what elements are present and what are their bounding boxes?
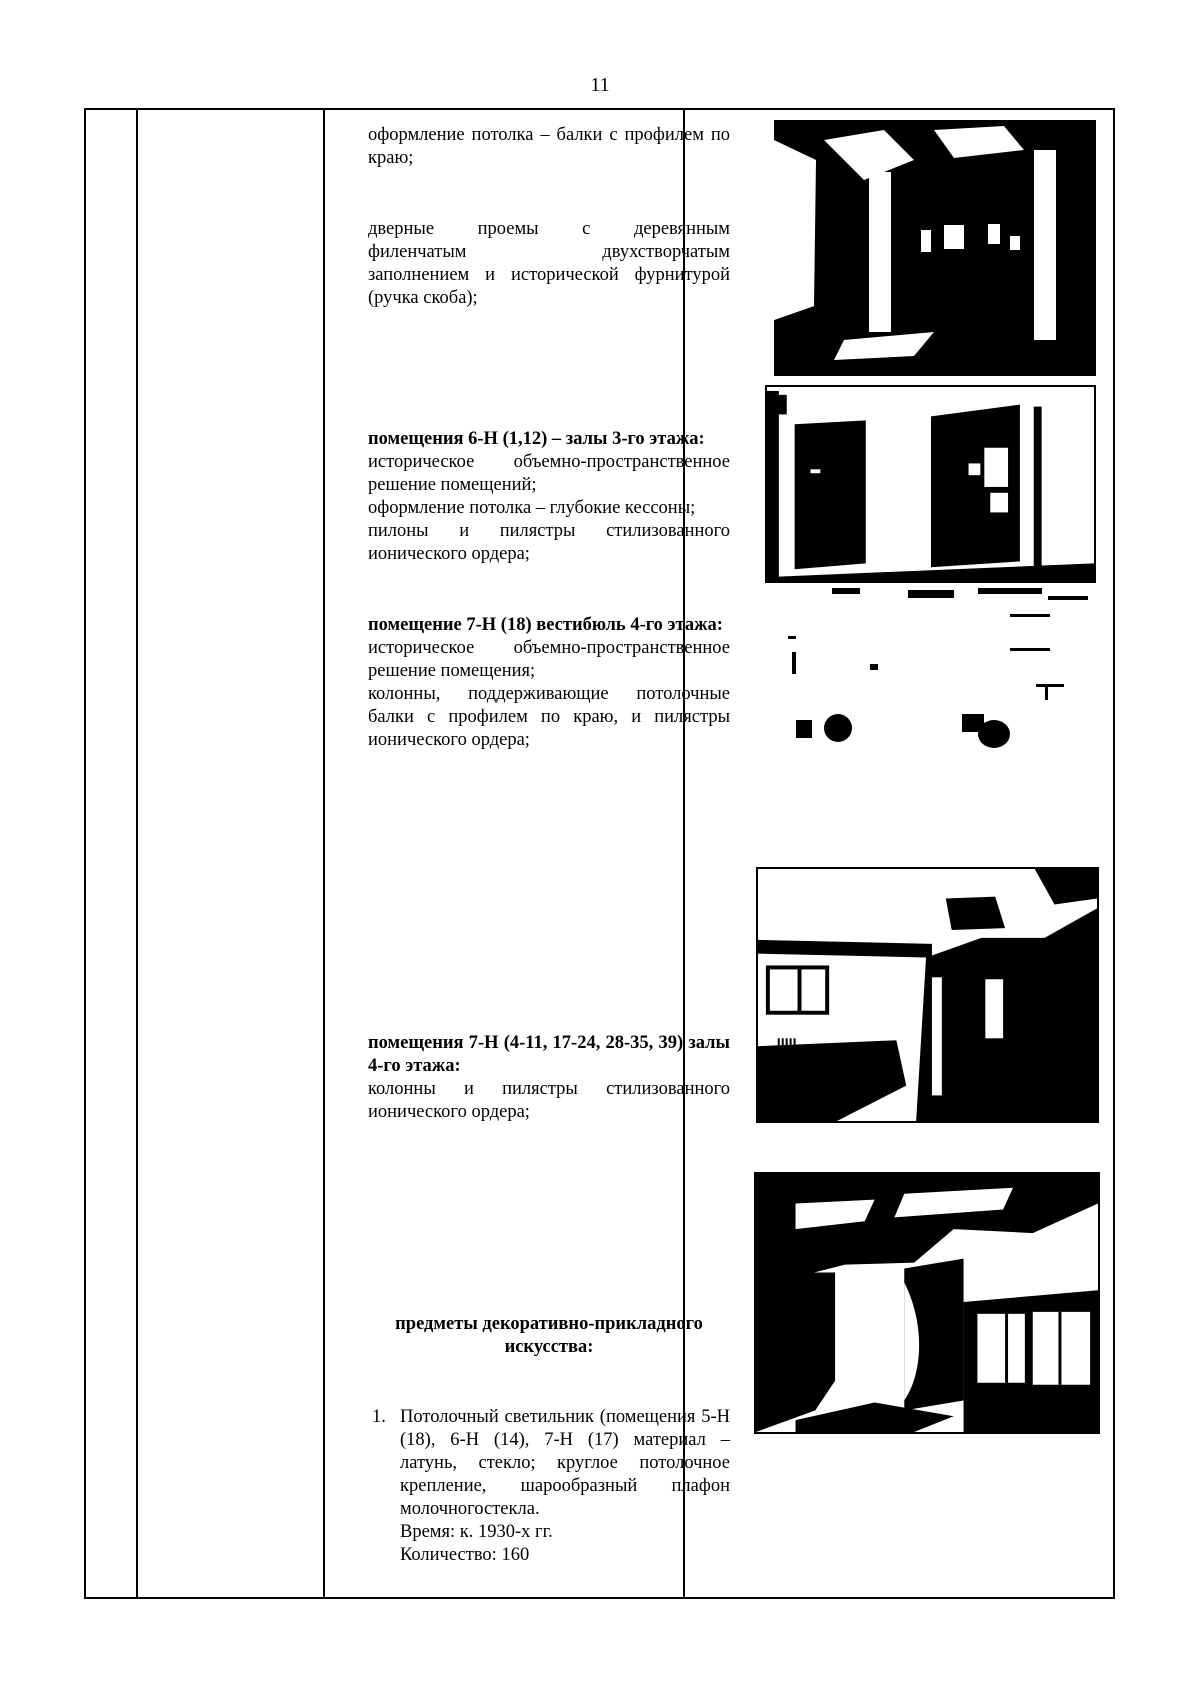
- decorative-list-item: [372, 1406, 730, 1567]
- room-7n-18-heading: помещение 7-Н (18) вестибюль 4-го этажа:: [368, 615, 723, 635]
- rooms-6n-text-1: историческое объемно-пространственное решение помещений;: [368, 452, 730, 495]
- rooms-6n-text-3: пилоны и пилястры стилизованного ионического ордера;: [368, 521, 730, 564]
- rooms-6n-block: [368, 428, 730, 566]
- rooms-7n-halls-text-1: колонны и пилястры стилизованного ионического ордера;: [368, 1079, 730, 1122]
- doors-line-1: дверные проемы с деревянным: [368, 219, 730, 239]
- page-number: 11: [590, 74, 610, 96]
- room-7n-18-text-2: колонны, поддерживающие потолочные балки с профилем по краю, и пилястры ионического ордера;: [368, 684, 730, 750]
- interior-photo-ceiling: [754, 1172, 1100, 1434]
- rooms-6n-heading: помещения 6-Н (1,12) – залы 3-го этажа:: [368, 429, 705, 449]
- doors-line-3: заполнением и исторической фурнитурой (ручка скоба);: [368, 265, 730, 308]
- room-7n-18-text-1: историческое объемно-пространственное решение помещения;: [368, 638, 730, 681]
- rooms-7n-halls-block: [368, 1032, 730, 1124]
- column-divider: [683, 110, 685, 1597]
- interior-photo-vestibule: [778, 586, 1096, 772]
- interior-photo-columns: [774, 120, 1096, 376]
- rooms-7n-halls-heading: помещения 7-Н (4-11, 17-24, 28-35, 39) залы 4-го этажа:: [368, 1033, 730, 1076]
- list-item-number: 1.: [372, 1407, 386, 1427]
- ceiling-beams-text: оформление потолка – балки с профилем по краю;: [368, 125, 730, 168]
- list-item-time: Время: к. 1930-х гг.: [400, 1522, 553, 1542]
- list-item-quantity: Количество: 160: [400, 1545, 530, 1565]
- room-7n-18-block: [368, 614, 730, 752]
- list-item-text: Потолочный светильник (помещения 5-Н (18), 6-Н (14), 7-Н (17) материал – латунь, стекло; круглое потолочное крепление, шарообразный плафон молочногостекла.: [400, 1407, 730, 1519]
- interior-photo-doors: [765, 385, 1096, 583]
- column-divider: [323, 110, 325, 1597]
- column-divider: [136, 110, 138, 1597]
- interior-photo-hall: [756, 867, 1099, 1123]
- doors-line-2: филенчатым двухстворчатым: [368, 242, 730, 262]
- rooms-6n-text-2: оформление потолка – глубокие кессоны;: [368, 498, 696, 518]
- decorative-heading: предметы декоративно-прикладного искусства:: [395, 1314, 703, 1357]
- doors-block: [368, 218, 730, 310]
